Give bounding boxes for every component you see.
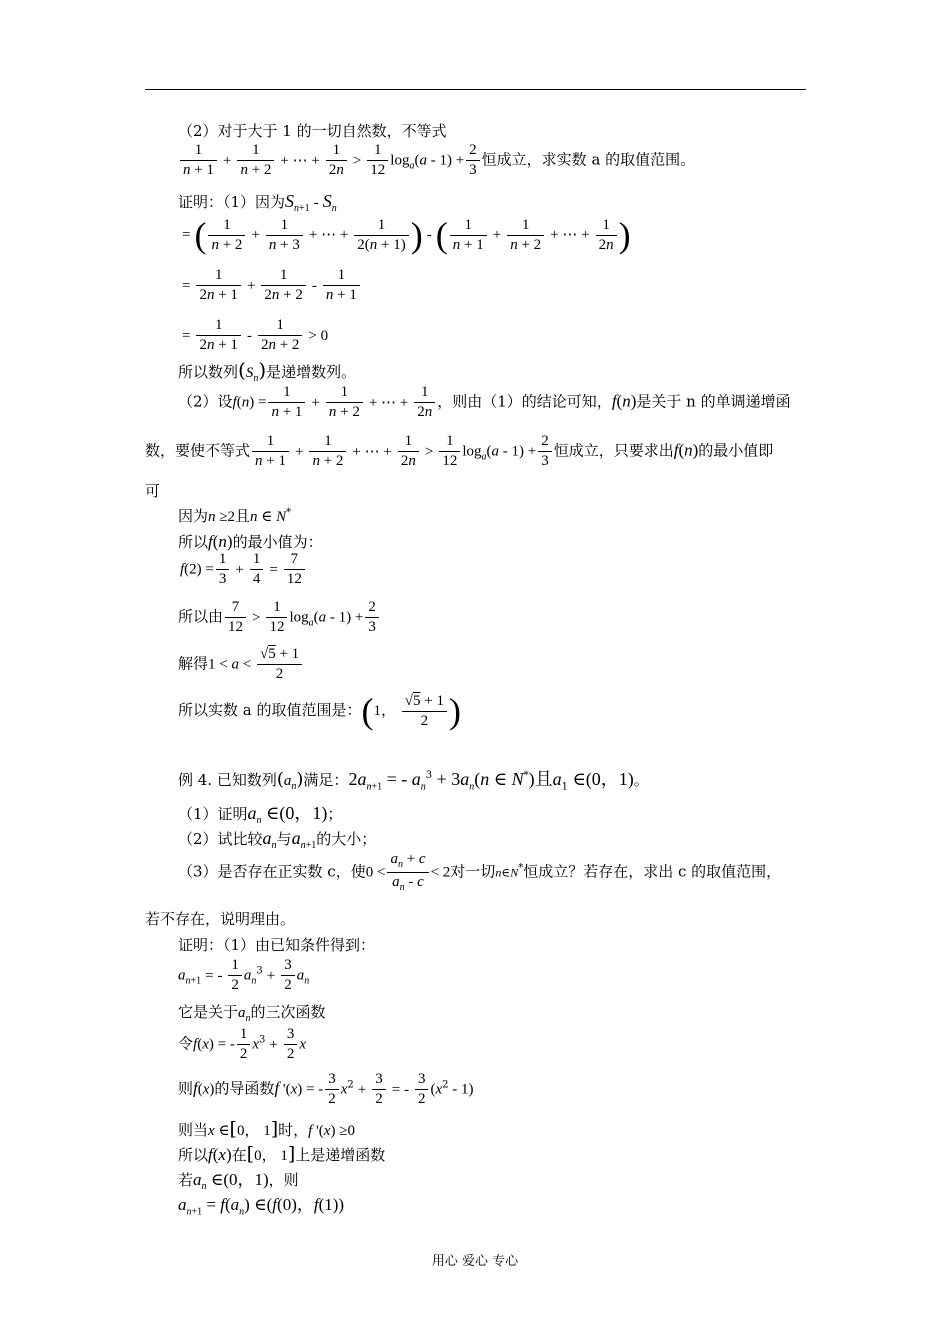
text-inline: 所以 <box>178 533 209 551</box>
formula-line: 因为n ≥2且n ∈ N* <box>178 507 292 525</box>
text-inline: 的导函数 <box>214 1079 275 1098</box>
text-inline: 在 <box>231 1146 247 1164</box>
formula-line: = $\frac{1}{2n + 1}$ - $\frac{1}{2n + 2}$ > 0 <box>182 317 329 353</box>
text-inline: （2）试比较 <box>178 830 263 848</box>
formula-line: 例 4. 已知数列$(a_n)$满足：$2a_{n+1}$ = - $a_n^3 + 3a_n(n$ ∈ N*)且$a_1$ ∈(0，1)。 <box>178 769 649 793</box>
text-inline: 则当 <box>178 1121 209 1139</box>
formula-line: 令f(x) = - $\frac{1}{2}$ $x^3$ + $\frac{3}{2}$ x <box>178 1026 306 1062</box>
text-inline: 上是递增函数 <box>295 1146 386 1164</box>
formula-line: 证明：（1）因为$S_{n+1} - S_n$ <box>178 191 337 214</box>
formula-line: 数，要使不等式 $\frac{1}{n + 1}$ + $\frac{1}{n + 2}$ + ⋯ + $\frac{1}{2n}$ > $\frac{1}{12}$ $\log_a(a - 1)$ + $\frac{2}{3}$ 恒成立，只要求出f(n)的最小值即 <box>145 433 774 469</box>
text-inline: 因为 <box>178 507 209 525</box>
text-inline: 满足： <box>303 771 349 789</box>
text-inline: 是关于 n 的单调递增函 <box>636 392 791 411</box>
text-inline: 的最小值即 <box>698 441 774 460</box>
formula-line: = ( $\frac{1}{n + 2}$ + $\frac{1}{n + 3}$ + ⋯ + $\frac{1}{2(n + 1)}$ ) - ( $\frac{1}{n + 1}$ + $\frac{1}{n + 2}$ + ⋯ + $\frac{1}{2n}$ ) <box>182 215 631 255</box>
text-line: 可 <box>145 482 161 500</box>
formula-line: （1）证明$a_n$ ∈(0，1)； <box>178 803 343 826</box>
text-inline: 的大小； <box>316 830 377 848</box>
text-inline: 它是关于 <box>178 1003 239 1021</box>
text-inline: （3）是否存在正实数 c，使 <box>178 862 366 881</box>
formula-line: （3）是否存在正实数 c，使0 < $\frac{a_n + c}{a_n - c}$ < 2对一切n∈N*恒成立？若存在，求出 c 的取值范围， <box>178 851 782 893</box>
text-line: （2）对于大于 1 的一切自然数，不等式 <box>178 122 447 140</box>
formula-line: 它是关于$a_n$的三次函数 <box>178 1003 326 1024</box>
formula-line: $\frac{1}{n + 1}$ + $\frac{1}{n + 2}$ + ⋯ + $\frac{1}{2n}$ > $\frac{1}{12}$ $\log_a(a - 1)$ + $\frac{2}{3}$ 恒成立，求实数 a 的取值范围。 <box>178 143 695 178</box>
formula-line: 所以实数 a 的取值范围是：(1， $\frac{√5 + 1}{2}$ ) <box>178 691 461 731</box>
text-line: 若不存在，说明理由。 <box>145 910 296 928</box>
text-inline: 对一切 <box>450 862 496 881</box>
text-inline: 证明：（1）因为 <box>178 193 286 211</box>
text-inline: 例 4. 已知数列 <box>178 771 277 789</box>
formula-line: f(2) = $\frac{1}{3}$ + $\frac{1}{4}$ = $\frac{7}{12}$ <box>180 552 307 587</box>
formula-line: （2）设f(n) = $\frac{1}{n + 1}$ + $\frac{1}{n + 2}$ + ⋯ + $\frac{1}{2n}$ ，则由（1）的结论可知，f(n)是关于 n 的单调递增函 <box>178 384 791 420</box>
text-inline: 是递增数列。 <box>266 363 357 381</box>
formula-line: 所以f(x)在[0， 1]上是递增函数 <box>178 1143 386 1165</box>
text-inline: 的三次函数 <box>250 1003 326 1021</box>
text-inline: 所以实数 a 的取值范围是： <box>178 701 362 719</box>
text-inline: 令 <box>178 1034 194 1053</box>
text-inline: 则 <box>178 1079 194 1098</box>
text-inline: ，则 <box>268 1171 299 1189</box>
text-inline: （2）设 <box>178 392 233 411</box>
text-line: 所以数列$(S_n)$是递增数列。 <box>178 358 357 384</box>
header-rule <box>145 89 806 90</box>
formula-line: 则当x ∈[0， 1]时，f '(x) ≥0 <box>178 1118 355 1140</box>
formula-line: $a_{n+1} = f(a_n)$ ∈(f(0)，f(1)) <box>178 1195 345 1218</box>
formula-line: 则f(x)的导函数f '(x) = - $\frac{3}{2}$ $x^2$ + $\frac{3}{2}$ = - $\frac{3}{2}$ $(x^2 - 1)$ <box>178 1071 474 1107</box>
text-inline: 解得 <box>178 654 209 673</box>
page-footer: 用心 爱心 专心 <box>431 1254 519 1269</box>
text-inline: 所以 <box>178 1146 209 1164</box>
text-inline: 恒成立？若存在，求出 c 的取值范围， <box>523 862 782 881</box>
text-inline: 所以数列 <box>178 363 239 381</box>
text-inline: 若 <box>178 1171 194 1189</box>
text-inline: 所以由 <box>178 607 224 626</box>
formula-line: 解得1 < a < $\frac{√5 + 1}{2}$ <box>178 647 304 682</box>
text-inline: 时， <box>278 1121 309 1139</box>
text-inline: （1）证明 <box>178 805 248 823</box>
text-inline: 恒成立，只要求出 <box>553 441 674 460</box>
text-inline: 恒成立，求实数 a 的取值范围。 <box>481 150 696 169</box>
text-inline: 数，要使不等式 <box>145 441 251 460</box>
formula-line: （2）试比较$a_n$与$a_{n+1}$的大小； <box>178 828 377 851</box>
text-inline: 的最小值为： <box>232 533 323 551</box>
text-inline: 与 <box>276 830 292 848</box>
formula-line: 所以由 $\frac{7}{12}$ > $\frac{1}{12}$ $\log_a(a - 1)$ + $\frac{2}{3}$ <box>178 600 381 635</box>
formula-line: $a_{n+1}$ = - $\frac{1}{2}$ $a_n^3$ + $\frac{3}{2}$ $a_n$ <box>178 957 310 993</box>
formula-line: 所以f(n)的最小值为： <box>178 532 323 551</box>
formula-line: 若$a_n$ ∈(0，1)，则 <box>178 1170 299 1192</box>
text-line: 证明：（1）由已知条件得到： <box>178 936 376 954</box>
text-inline: ，则由（1）的结论可知， <box>437 392 612 411</box>
formula-line: = $\frac{1}{2n + 1}$ + $\frac{1}{2n + 2}$ - $\frac{1}{n + 1}$ <box>178 268 362 303</box>
